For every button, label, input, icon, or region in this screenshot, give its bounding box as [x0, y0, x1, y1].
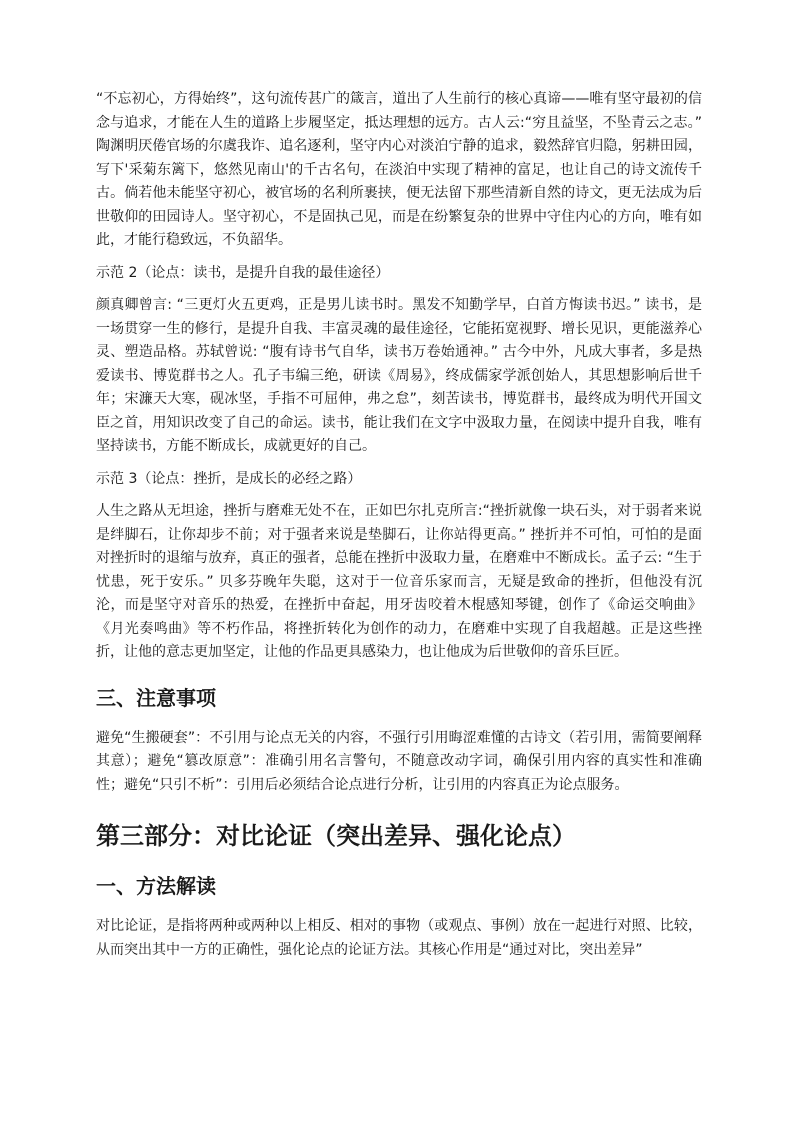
example-3-paragraph: 人生之路从无坦途，挫折与磨难无处不在，正如巴尔扎克所言:“挫折就像一块石头，对于弱者来说是绊脚石，让你却步不前；对于强者来说是垫脚石，让你站得更高。” 挫折并不可怕，可怕的是面对挫折时的退缩与放弃，真正的强者，总能在挫折中汲取力量，在磨难中不断成长。孟子云: “生于忧患，死于安乐。” 贝多芬晚年失聪，这对于一位音乐家而言，无疑是致命的挫折，但他没有沉沦，而是坚守对音乐的热爱，在挫折中奋起，用牙齿咬着木棍感知琴键，创作了《命运交响曲》《月光奏鸣曲》等不朽作品，将挫折转化为创作的动力，在磨难中实现了自我超越。正是这些挫折，让他的意志更加坚定，让他的作品更具感染力，也让他成为后世敬仰的音乐巨匠。: [96, 503, 702, 660]
example-2-paragraph: 颜真卿曾言: “三更灯火五更鸡，正是男儿读书时。黑发不知勤学早，白首方悔读书迟。” 读书，是一场贯穿一生的修行，是提升自我、丰富灵魂的最佳途径，它能拓宽视野、增长见识，更能滋养心灵、塑造品格。苏轼曾说: “腹有诗书气自华，读书万卷始通神。” 古今中外，凡成大事者，多是热爱读书、博览群书之人。孔子韦编三绝，研读《周易》，终成儒家学派创始人，其思想影响后世千年；宋濂天大寒，砚冰坚，手指不可屈伸，弗之怠”，刻苦读书，博览群书，最终成为明代开国文臣之首，用知识改变了自己的命运。读书，能让我们在文字中汲取力量，在阅读中提升自我，唯有坚持读书，方能不断成长，成就更好的自己。: [96, 297, 702, 454]
example-3-caption: 示范 3（论点：挫折，是成长的必经之路）: [96, 470, 362, 487]
document-page: [96, 88, 702, 962]
notes-heading: 三、注意事项: [96, 685, 216, 710]
method-paragraph: 对比论证，是指将两种或两种以上相反、相对的事物（或观点、事例）放在一起进行对照、比较，从而突出其中一方的正确性，强化论点的论证方法。其核心作用是“通过对比，突出差异”: [96, 918, 702, 958]
example-2-caption: 示范 2（论点：读书，是提升自我的最佳途径）: [96, 264, 390, 281]
intro-paragraph: “不忘初心，方得始终”，这句流传甚广的箴言，道出了人生前行的核心真谛——唯有坚守最初的信念与追求，才能在人生的道路上步履坚定，抵达理想的远方。古人云:“穷且益坚，不坠青云之志。” 陶渊明厌倦官场的尔虞我诈、追名逐利，坚守内心对淡泊宁静的追求，毅然辞官归隐，躬耕田园，写下'采菊东篱下，悠然见南山'的千古名句，在淡泊中实现了精神的富足，也让自己的诗文流传千古。倘若他未能坚守初心，被官场的名利所裹挟，便无法留下那些清新自然的诗文，更无法成为后世敬仰的田园诗人。坚守初心，不是固执己见，而是在纷繁复杂的世界中守住内心的方向，唯有如此，才能行稳致远，不负韶华。: [96, 91, 702, 248]
notes-paragraph: 避免“生搬硬套”：不引用与论点无关的内容，不强行引用晦涩难懂的古诗文（若引用，需简要阐释其意）；避免“篡改原意”：准确引用名言警句，不随意改动字词，确保引用内容的真实性和准确性；避免“只引不析”：引用后必须结合论点进行分析，让引用的内容真正为论点服务。: [96, 729, 702, 793]
part-3-heading: 第三部分：对比论证（突出差异、强化论点）: [96, 822, 576, 850]
method-heading: 一、方法解读: [96, 874, 216, 898]
